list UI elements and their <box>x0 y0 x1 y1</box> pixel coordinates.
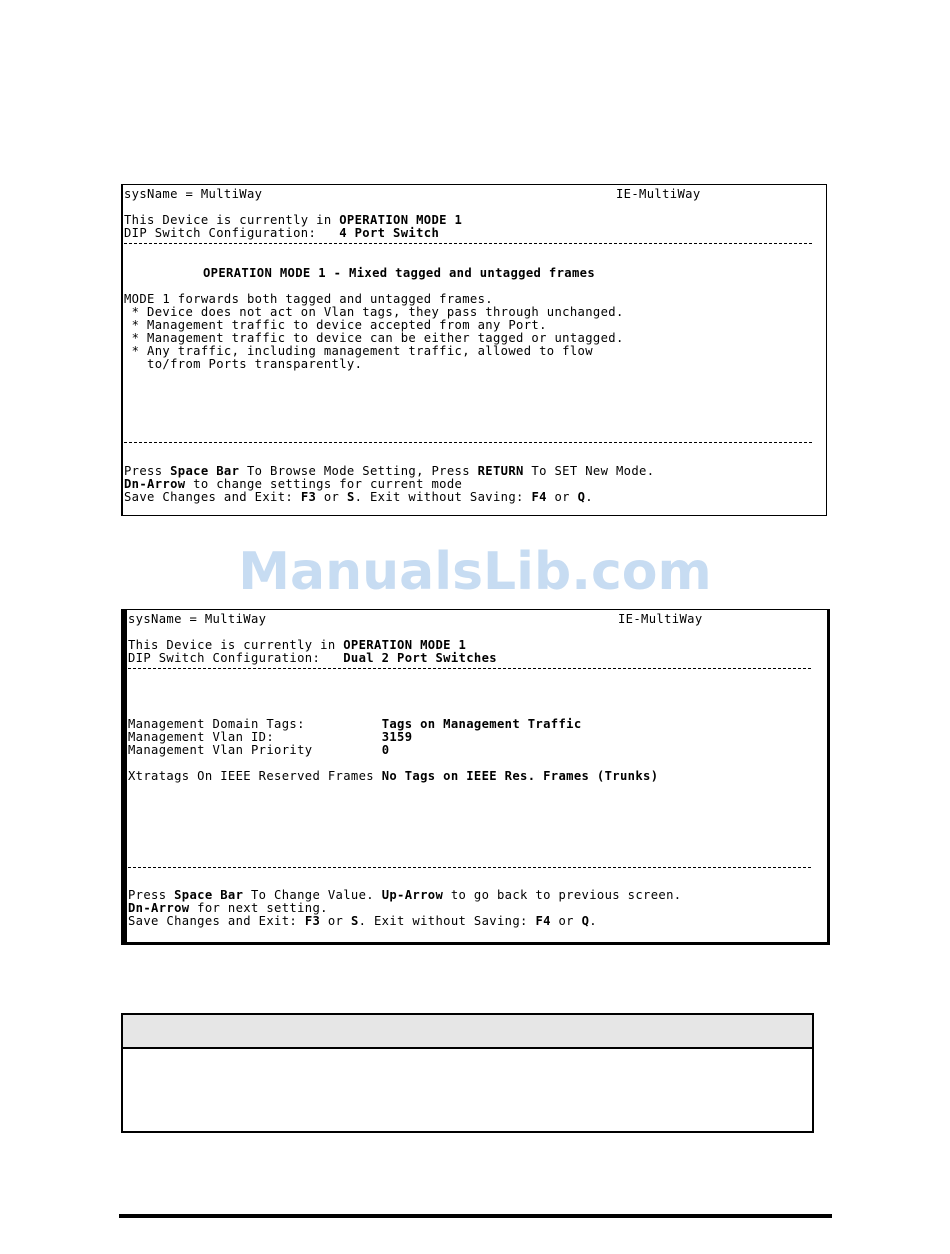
setting-label: Management Vlan Priority <box>128 743 382 757</box>
key-f3: F3 <box>300 490 317 504</box>
mode-description-line: MODE 1 forwards both tagged and untagged frames. <box>124 292 493 306</box>
help-text: or <box>550 914 582 928</box>
setting-label: Management Domain Tags: <box>128 717 382 731</box>
setting-label: Xtratags On IEEE Reserved Frames <box>128 769 382 783</box>
help-line-3 <box>128 914 597 928</box>
key-f4: F4 <box>531 490 547 504</box>
mode-heading: OPERATION MODE 1 - Mixed tagged and untagged frames <box>203 266 596 280</box>
device-name-label: IE-MultiWay <box>618 612 703 626</box>
key-s: S <box>350 914 359 928</box>
separator-bottom <box>128 867 811 868</box>
help-text: Save Changes and Exit: <box>128 914 305 928</box>
separator-top <box>124 243 812 244</box>
mode-description-line: * Management traffic to device accepted from any Port. <box>124 318 547 332</box>
mode-description-line: * Management traffic to device can be either tagged or untagged. <box>124 331 624 345</box>
key-space-bar: Space Bar <box>170 464 240 478</box>
current-mode-prefix: This Device is currently in <box>128 638 344 652</box>
help-text: to go back to previous screen. <box>443 888 682 902</box>
setting-row-xtratags[interactable] <box>128 769 658 783</box>
separator-top <box>128 668 811 669</box>
help-text: Press <box>124 464 171 478</box>
help-text: . Exit without Saving: <box>358 914 536 928</box>
footer-rule <box>119 1214 832 1218</box>
mode-description-line: * Any traffic, including management traffic, allowed to flow <box>124 344 593 358</box>
help-text: . <box>585 490 593 504</box>
help-line-1 <box>124 464 654 478</box>
terminal-screen-mode-info <box>121 184 827 516</box>
help-text: Save Changes and Exit: <box>124 490 301 504</box>
help-text: to change settings for current mode <box>185 477 463 491</box>
key-dn-arrow: Dn-Arrow <box>124 477 186 491</box>
device-name-label: IE-MultiWay <box>616 187 701 201</box>
key-return: RETURN <box>477 464 524 478</box>
current-mode-prefix: This Device is currently in <box>124 213 340 227</box>
current-mode-line <box>128 638 466 652</box>
dip-switch-line <box>124 226 439 240</box>
setting-value-vlan-id[interactable]: 3159 <box>381 730 413 744</box>
setting-row-vlan-priority[interactable] <box>128 743 389 757</box>
dip-switch-value: Dual 2 Port Switches <box>343 651 497 665</box>
setting-value-vlan-priority[interactable]: 0 <box>381 743 390 757</box>
help-text: To SET New Mode. <box>523 464 655 478</box>
key-q: Q <box>581 914 590 928</box>
help-text: To Browse Mode Setting, Press <box>239 464 478 478</box>
help-text: Press <box>128 888 175 902</box>
help-text: or <box>316 490 347 504</box>
key-q: Q <box>577 490 586 504</box>
mode-description-line: * Device does not act on Vlan tags, they pass through unchanged. <box>124 305 624 319</box>
key-f4: F4 <box>535 914 551 928</box>
help-text: . Exit without Saving: <box>354 490 532 504</box>
key-s: S <box>346 490 355 504</box>
help-text: or <box>546 490 578 504</box>
note-box <box>121 1013 814 1133</box>
setting-value-xtratags[interactable]: No Tags on IEEE Res. Frames (Trunks) <box>381 769 659 783</box>
help-text: or <box>320 914 351 928</box>
setting-label: Management Vlan ID: <box>128 730 382 744</box>
dip-switch-prefix: DIP Switch Configuration: <box>128 651 344 665</box>
current-mode-value: OPERATION MODE 1 <box>339 213 463 227</box>
dip-switch-prefix: DIP Switch Configuration: <box>124 226 340 240</box>
setting-value-domain-tags[interactable]: Tags on Management Traffic <box>381 717 582 731</box>
separator-bottom <box>124 442 812 443</box>
key-dn-arrow: Dn-Arrow <box>128 901 190 915</box>
help-text: . <box>589 914 597 928</box>
watermark: ManualsLib.com <box>238 542 712 602</box>
dip-switch-value: 4 Port Switch <box>339 226 440 240</box>
key-space-bar: Space Bar <box>174 888 244 902</box>
setting-row-vlan-id[interactable] <box>128 730 412 744</box>
help-line-1 <box>128 888 682 902</box>
terminal-screen-management-settings <box>121 609 830 945</box>
help-line-2 <box>124 477 462 491</box>
sysname-label: sysName = MultiWay <box>128 612 267 626</box>
help-line-2 <box>128 901 328 915</box>
dip-switch-line <box>128 651 497 665</box>
current-mode-line <box>124 213 462 227</box>
setting-row-domain-tags[interactable] <box>128 717 582 731</box>
sysname-label: sysName = MultiWay <box>124 187 263 201</box>
note-box-header <box>123 1015 812 1049</box>
key-f3: F3 <box>304 914 321 928</box>
mode-description-line: to/from Ports transparently. <box>124 357 363 371</box>
help-line-3 <box>124 490 593 504</box>
current-mode-value: OPERATION MODE 1 <box>343 638 467 652</box>
help-text: for next setting. <box>189 901 328 915</box>
key-up-arrow: Up-Arrow <box>381 888 444 902</box>
help-text: To Change Value. <box>243 888 382 902</box>
